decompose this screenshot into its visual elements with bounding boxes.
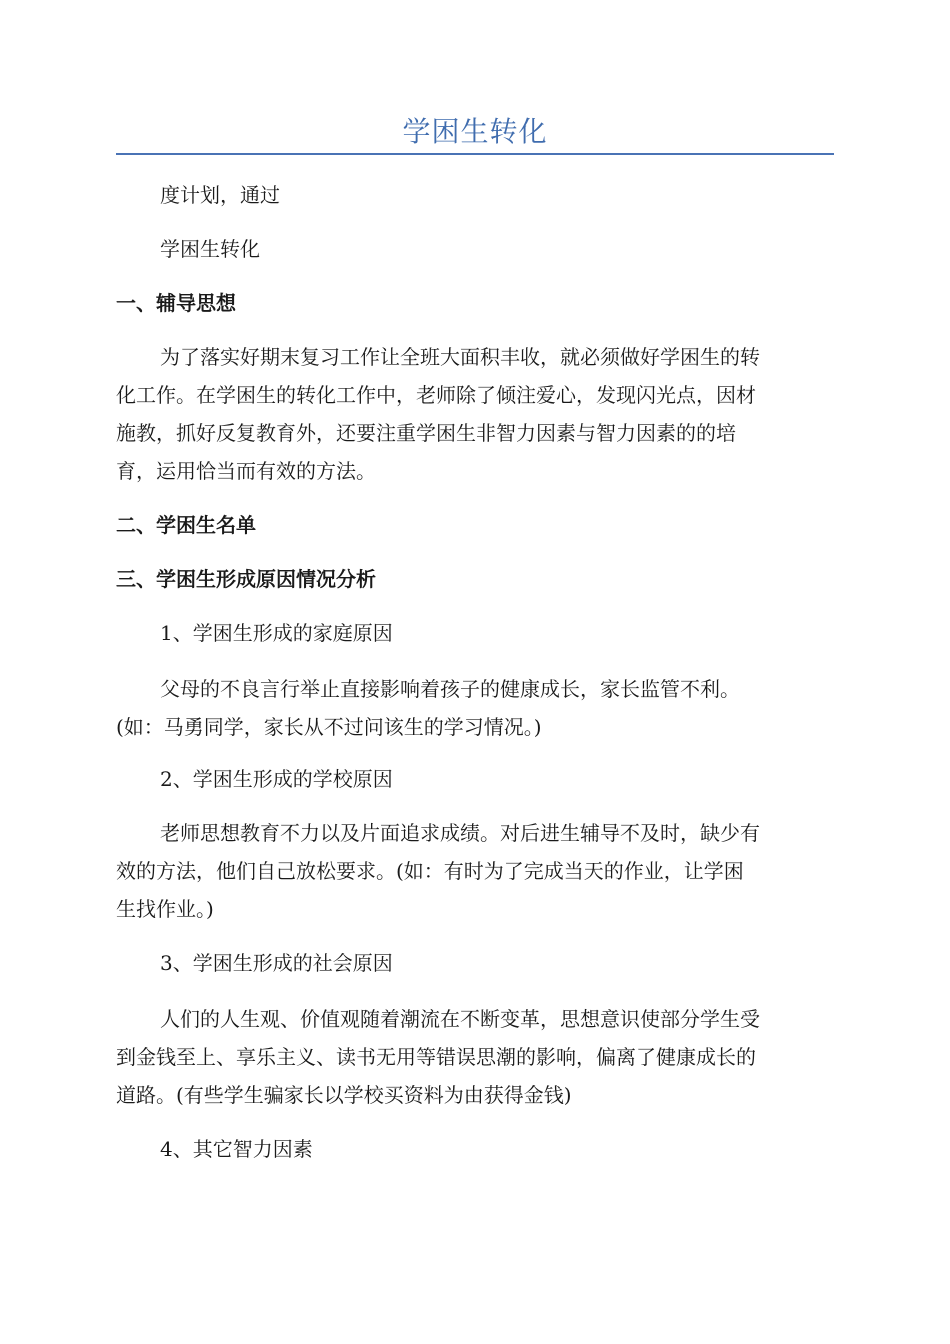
subheading-family: 1、学困生形成的家庭原因 [160, 621, 393, 645]
paragraph-family [116, 670, 834, 746]
paragraph-line: 施教，抓好反复教育外，还要注重学困生非智力因素与智力因素的的培 [116, 421, 736, 445]
paragraph-line: 到金钱至上、享乐主义、读书无用等错误思潮的影响，偏离了健康成长的 [116, 1045, 756, 1069]
paragraph-line: 道路。(有些学生骗家长以学校买资料为由获得金钱) [116, 1083, 572, 1107]
subheading-other-factors: 4、其它智力因素 [160, 1137, 313, 1161]
paragraph-line: 为了落实好期末复习工作让全班大面积丰收，就必须做好学困生的转 [160, 345, 760, 369]
intro-line-1: 度计划，通过 [160, 183, 280, 207]
paragraph-society [116, 1000, 834, 1114]
paragraph-line: 老师思想教育不力以及片面追求成绩。对后进生辅导不及时，缺少有 [160, 821, 760, 845]
paragraph-line: 父母的不良言行举止直接影响着孩子的健康成长，家长监管不利。 [160, 677, 740, 701]
paragraph-line: (如：马勇同学，家长从不过问该生的学习情况。) [116, 715, 542, 739]
section-heading-3: 三、学困生形成原因情况分析 [116, 567, 376, 591]
section-heading-1: 一、辅导思想 [116, 291, 236, 315]
paragraph-line: 生找作业。) [116, 897, 214, 921]
section-heading-2: 二、学困生名单 [116, 513, 256, 537]
paragraph-line: 人们的人生观、价值观随着潮流在不断变革，思想意识使部分学生受 [160, 1007, 760, 1031]
document-title: 学困生转化 [402, 115, 548, 148]
title-underline [116, 153, 834, 155]
subheading-society: 3、学困生形成的社会原因 [160, 951, 393, 975]
paragraph-school [116, 814, 834, 928]
intro-line-2: 学困生转化 [160, 237, 260, 261]
paragraph-line: 育，运用恰当而有效的方法。 [116, 459, 376, 483]
paragraph-guiding-idea [116, 338, 834, 490]
paragraph-line: 效的方法，他们自己放松要求。(如：有时为了完成当天的作业，让学困 [116, 859, 744, 883]
paragraph-line: 化工作。在学困生的转化工作中，老师除了倾注爱心，发现闪光点，因材 [116, 383, 756, 407]
subheading-school: 2、学困生形成的学校原因 [160, 767, 393, 791]
